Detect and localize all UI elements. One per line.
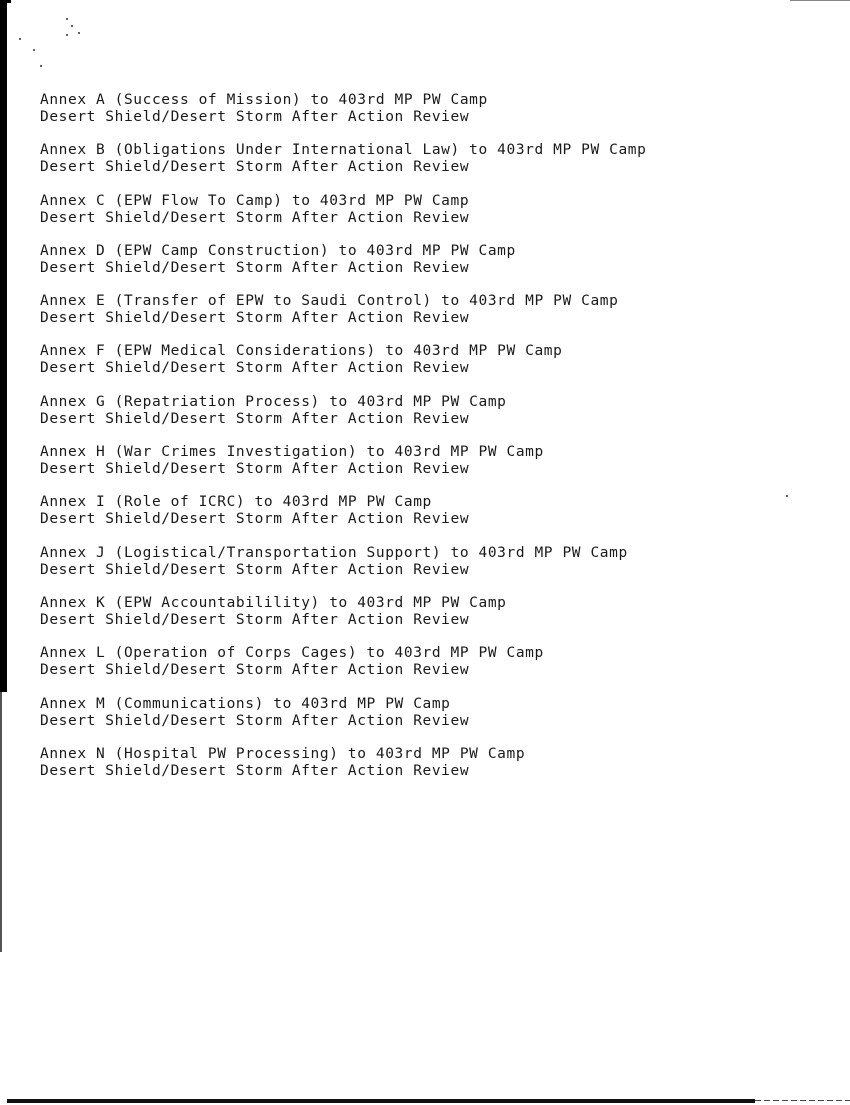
annex-subtitle: Desert Shield/Desert Storm After Action Review [40, 209, 470, 226]
annex-title: Annex N (Hospital PW Processing) to 403rd MP PW Camp [40, 745, 526, 762]
scan-border-top-corner [0, 0, 11, 3]
scan-speck [71, 25, 73, 27]
annex-subtitle: Desert Shield/Desert Storm After Action Review [40, 360, 470, 377]
annex-title: Annex H (War Crimes Investigation) to 403rd MP PW Camp [40, 444, 544, 461]
scan-speck [66, 18, 68, 20]
annex-entry-a [40, 92, 646, 142]
annex-entry-d [40, 243, 646, 293]
annex-entry-g [40, 394, 646, 444]
annex-entry-e [40, 293, 646, 343]
annex-subtitle: Desert Shield/Desert Storm After Action Review [40, 259, 470, 276]
annex-entry-n [40, 746, 646, 796]
annex-entry-j [40, 545, 646, 595]
annex-title: Annex G (Repatriation Process) to 403rd MP PW Camp [40, 393, 507, 410]
annex-subtitle: Desert Shield/Desert Storm After Action Review [40, 461, 470, 478]
scan-border-bottom-dashed [755, 1100, 850, 1101]
annex-entry-k [40, 595, 646, 645]
annex-subtitle: Desert Shield/Desert Storm After Action Review [40, 109, 470, 125]
annex-list [40, 92, 646, 796]
annex-subtitle: Desert Shield/Desert Storm After Action Review [40, 561, 470, 578]
annex-subtitle: Desert Shield/Desert Storm After Action Review [40, 712, 470, 729]
annex-title: Annex A (Success of Mission) to 403rd MP PW Camp [40, 92, 488, 108]
annex-entry-f [40, 343, 646, 393]
annex-title: Annex L (Operation of Corps Cages) to 403rd MP PW Camp [40, 645, 544, 662]
scan-speck [78, 32, 80, 34]
annex-entry-i [40, 494, 646, 544]
annex-entry-l [40, 645, 646, 695]
scan-border-bottom [7, 1099, 755, 1103]
scan-speck [66, 34, 68, 36]
annex-subtitle: Desert Shield/Desert Storm After Action Review [40, 762, 470, 779]
scan-speck [40, 65, 42, 67]
annex-title: Annex M (Communications) to 403rd MP PW Camp [40, 695, 451, 712]
annex-title: Annex I (Role of ICRC) to 403rd MP PW Camp [40, 494, 432, 511]
annex-title: Annex B (Obligations Under International Law) to 403rd MP PW Camp [40, 142, 647, 159]
scan-border-left-faint [0, 692, 2, 952]
annex-title: Annex J (Logistical/Transportation Support) to 403rd MP PW Camp [40, 544, 628, 561]
annex-entry-b [40, 142, 646, 192]
scan-speck [19, 38, 21, 40]
annex-title: Annex F (EPW Medical Considerations) to 403rd MP PW Camp [40, 343, 563, 360]
annex-subtitle: Desert Shield/Desert Storm After Action Review [40, 511, 470, 528]
scan-border-left [0, 0, 7, 692]
annex-subtitle: Desert Shield/Desert Storm After Action Review [40, 410, 470, 427]
annex-subtitle: Desert Shield/Desert Storm After Action Review [40, 662, 470, 679]
annex-subtitle: Desert Shield/Desert Storm After Action Review [40, 310, 470, 327]
annex-title: Annex K (EPW Accountabilility) to 403rd MP PW Camp [40, 594, 507, 611]
scan-speck [786, 495, 788, 497]
scan-speck [33, 49, 35, 51]
annex-title: Annex E (Transfer of EPW to Saudi Control) to 403rd MP PW Camp [40, 293, 619, 310]
annex-title: Annex D (EPW Camp Construction) to 403rd MP PW Camp [40, 242, 516, 259]
scan-border-top-right [790, 0, 850, 1]
annex-subtitle: Desert Shield/Desert Storm After Action Review [40, 611, 470, 628]
annex-entry-m [40, 696, 646, 746]
annex-entry-h [40, 444, 646, 494]
annex-title: Annex C (EPW Flow To Camp) to 403rd MP PW Camp [40, 192, 470, 209]
annex-entry-c [40, 193, 646, 243]
annex-subtitle: Desert Shield/Desert Storm After Action Review [40, 159, 470, 176]
